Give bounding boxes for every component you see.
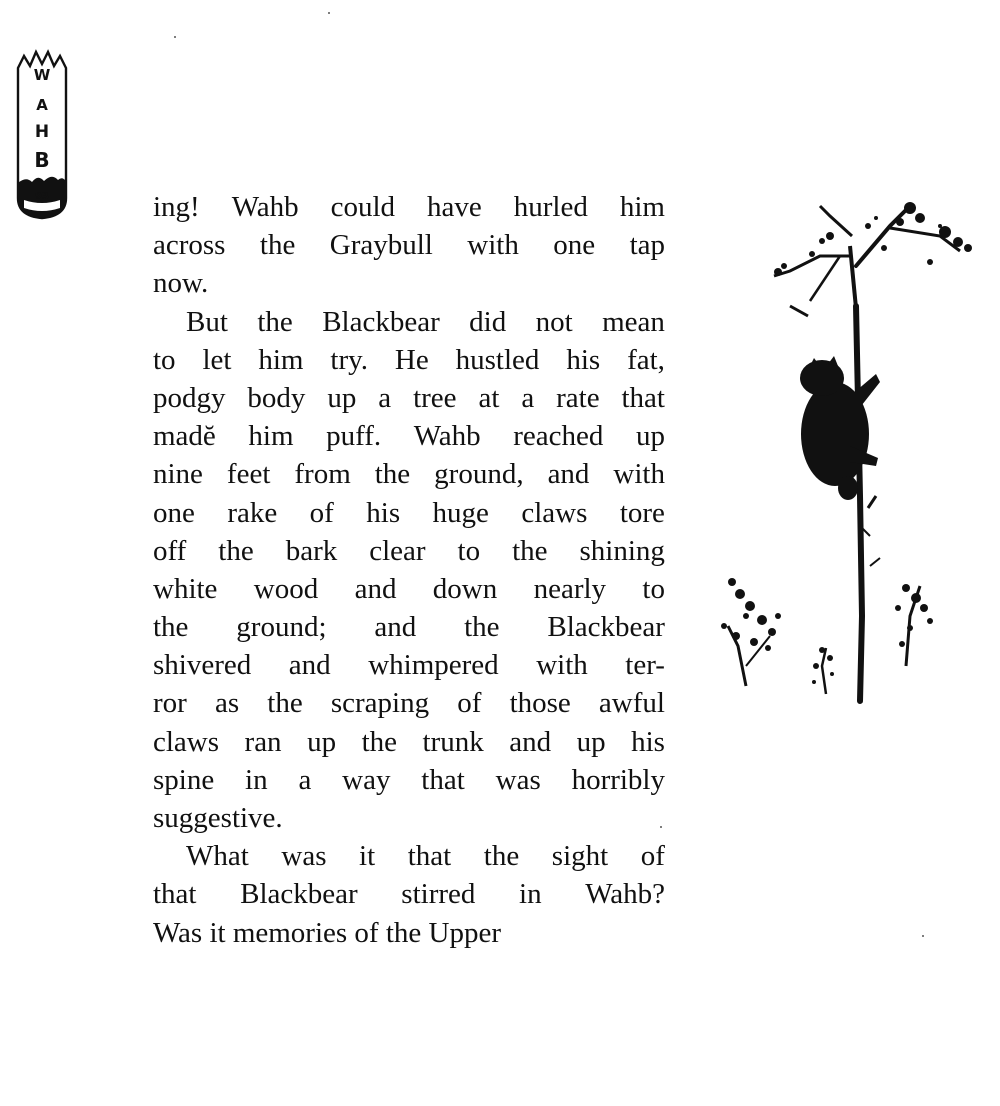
text-line: nine feet from the ground, and with [153,458,665,491]
text-line: shivered and whimpered with ter- [153,649,665,682]
text-line: the ground; and the Blackbear [153,611,665,644]
print-speck [328,12,330,14]
text-line: white wood and down nearly to [153,572,665,605]
badge-letter: B [34,148,50,172]
text-line: ror as the scraping of those awful [153,687,665,720]
bear-climbing-tree-illustration [710,196,1000,716]
text-line: What was it that the sight of [186,840,665,873]
print-speck [922,935,924,937]
text-line: now. [153,267,209,300]
text-line: spine in a way that was horribly [153,763,665,796]
text-line: podgy body up a tree at a rate that [153,381,665,414]
text-line: Was it memories of the Upper [153,916,501,949]
text-line: to let him try. He hustled his fat, [153,343,665,376]
badge-letter: W [33,66,51,84]
text-line: across the Graybull with one tap [153,229,665,262]
print-speck [660,826,662,828]
text-line: one rake of his huge claws tore [153,496,665,529]
page-badge [14,48,70,226]
text-line: claws ran up the trunk and up his [153,725,665,758]
text-line: But the Blackbear did not mean [186,305,665,338]
badge-letter: H [34,122,50,142]
text-line: that Blackbear stirred in Wahb? [153,878,665,911]
text-line: madĕ him puff. Wahb reached up [153,420,665,453]
text-line: suggestive. [153,802,283,834]
text-line: off the bark clear to the shining [153,534,665,567]
badge-letter: A [36,96,48,114]
text-line: ing! Wahb could have hurled him [153,191,665,223]
print-speck [174,36,176,38]
page-number: 93 [35,191,49,202]
body-text [153,188,665,952]
